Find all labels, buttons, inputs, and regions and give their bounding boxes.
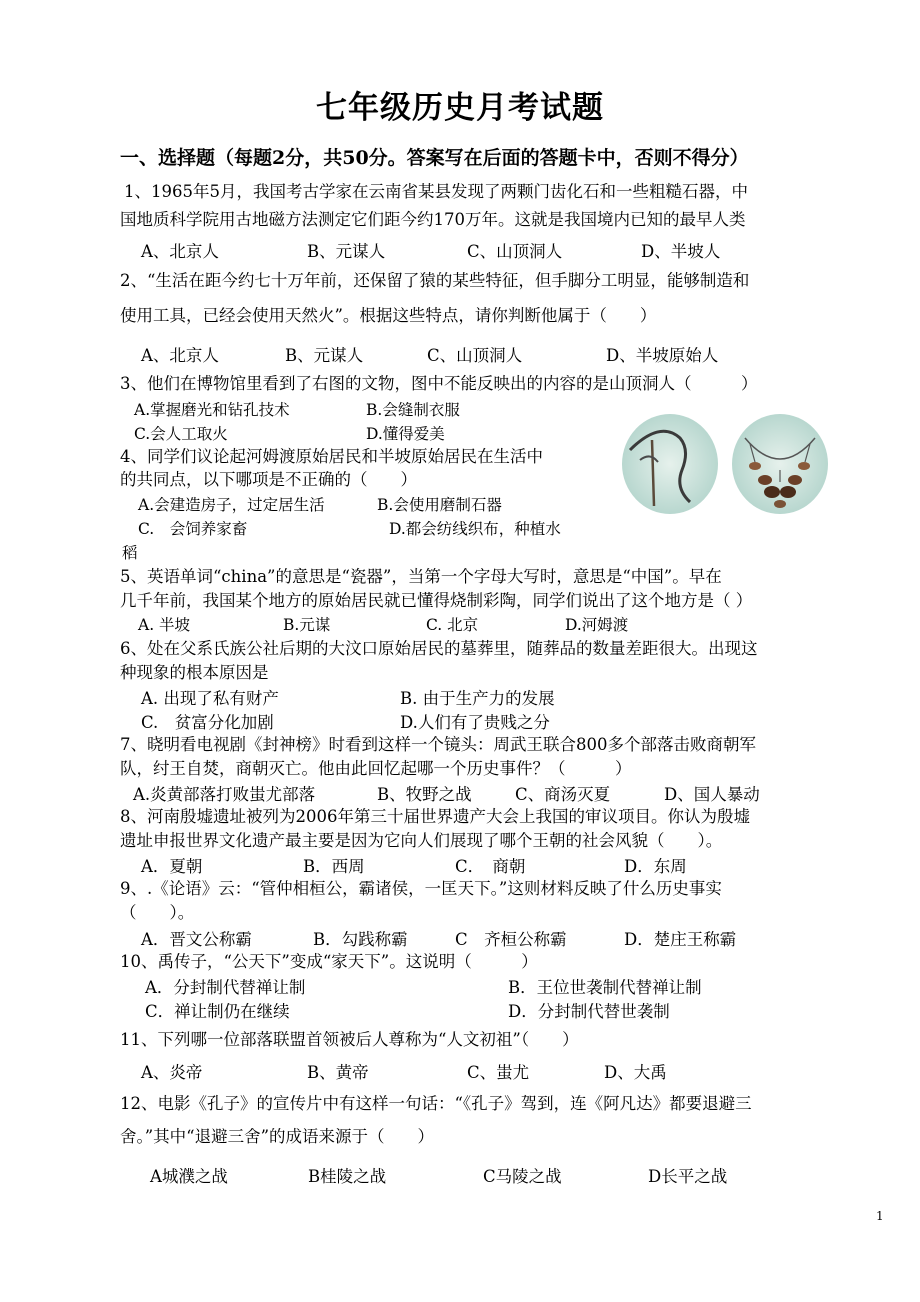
question-1-option-d: D、半坡人 bbox=[641, 242, 721, 261]
question-4-option-d: D.都会纺线织布，种植水 bbox=[389, 520, 561, 538]
bone-needle-icon bbox=[620, 410, 834, 518]
question-3-option-c: C.会人工取火 bbox=[134, 425, 228, 443]
question-8-line-1: 8、河南殷墟遗址被列为2006年第三十届世界遗产大会上我国的审议项目。你认为殷墟 bbox=[120, 807, 750, 826]
question-1-option-a: A、北京人 bbox=[141, 242, 219, 261]
question-9-option-d: D．楚庄王称霸 bbox=[624, 930, 737, 949]
question-5-option-b: B.元谋 bbox=[283, 616, 331, 634]
question-5-line-2: 几千年前，我国某个地方的原始居民就已懂得烧制彩陶，同学们说出了这个地方是（ ） bbox=[120, 591, 753, 610]
question-5-option-c: C. 北京 bbox=[426, 616, 479, 634]
question-7-line-2: 队，纣王自焚，商朝灭亡。他由此回忆起哪一个历史事件？（ ） bbox=[120, 759, 632, 778]
question-7-line-1: 7、晓明看电视剧《封神榜》时看到这样一个镜头：周武王联合800多个部落击败商朝军 bbox=[120, 735, 756, 754]
question-1-option-b: B、元谋人 bbox=[307, 242, 386, 261]
question-10-option-c: C．禅让制仍在继续 bbox=[145, 1002, 290, 1021]
question-7-option-b: B、牧野之战 bbox=[377, 785, 472, 804]
question-3-option-b: B.会缝制衣服 bbox=[366, 401, 460, 419]
question-10-option-d: D．分封制代替世袭制 bbox=[508, 1002, 670, 1021]
question-2-option-a: A、北京人 bbox=[141, 346, 219, 365]
question-3-line-1: 3、他们在博物馆里看到了右图的文物，图中不能反映出的内容的是山顶洞人（ ） bbox=[120, 374, 758, 393]
question-11-option-b: B、黄帝 bbox=[307, 1063, 369, 1082]
question-4-option-d-continued: 稻 bbox=[122, 544, 138, 562]
question-6-option-c: C. 贫富分化加剧 bbox=[141, 713, 274, 732]
question-4-option-c: C. 会饲养家畜 bbox=[138, 520, 248, 538]
question-8-line-2: 遗址申报世界文化遗产最主要是因为它向人们展现了哪个王朝的社会风貌（ ）。 bbox=[120, 831, 723, 850]
question-11-option-d: D、大禹 bbox=[604, 1063, 667, 1082]
question-2-option-b: B、元谋人 bbox=[285, 346, 364, 365]
question-12-line-1: 12、电影《孔子》的宣传片中有这样一句话：“《孔子》驾到，连《阿凡达》都要退避三 bbox=[120, 1094, 752, 1113]
question-2-option-d: D、半坡原始人 bbox=[606, 346, 719, 365]
question-6-line-2: 种现象的根本原因是 bbox=[120, 663, 269, 682]
question-8-option-a: A．夏朝 bbox=[141, 857, 203, 876]
question-12-option-a: A城濮之战 bbox=[150, 1167, 228, 1186]
question-2-line-2: 使用工具，已经会使用天然火”。根据这些特点，请你判断他属于（ ） bbox=[120, 306, 657, 325]
page-number: 1 bbox=[876, 1209, 884, 1223]
question-4-option-b: B.会使用磨制石器 bbox=[377, 496, 502, 514]
question-11-option-c: C、蚩尤 bbox=[467, 1063, 530, 1082]
question-10-line-1: 10、禹传子，“公天下”变成“家天下”。这说明（ ） bbox=[120, 952, 538, 971]
question-6-option-d: D.人们有了贵贱之分 bbox=[400, 713, 550, 732]
question-9-line-1: 9、.《论语》云：“管仲相桓公，霸诸侯，一匡天下。”这则材料反映了什么历史事实 bbox=[120, 879, 722, 898]
question-4-line-2: 的共同点，以下哪项是不正确的（ ） bbox=[120, 470, 417, 489]
question-5-option-d: D.河姆渡 bbox=[565, 616, 629, 634]
question-6-option-a: A. 出现了私有财产 bbox=[141, 689, 279, 708]
question-12-option-d: D长平之战 bbox=[648, 1167, 728, 1186]
question-11-line-1: 11、下列哪一位部落联盟首领被后人尊称为“人文初祖”（ ） bbox=[120, 1030, 579, 1049]
question-6-line-1: 6、处在父系氏族公社后期的大汶口原始居民的墓葬里，随葬品的数量差距很大。出现这 bbox=[120, 639, 758, 658]
question-3-option-d: D.懂得爱美 bbox=[366, 425, 445, 443]
question-3-option-a: A.掌握磨光和钻孔技术 bbox=[134, 401, 290, 419]
question-2-option-c: C、山顶洞人 bbox=[427, 346, 523, 365]
question-12-line-2: 舍。”其中“退避三舍”的成语来源于（ ） bbox=[120, 1127, 435, 1146]
question-4-option-a: A.会建造房子，过定居生活 bbox=[138, 496, 325, 514]
question-1-line-1: 1、1965年5月，我国考古学家在云南省某县发现了两颗门齿化石和一些粗糙石器，中 bbox=[124, 182, 748, 201]
question-4-line-1: 4、同学们议论起河姆渡原始居民和半坡原始居民在生活中 bbox=[120, 447, 543, 466]
question-5-option-a: A. 半坡 bbox=[138, 616, 191, 634]
question-9-line-2: （ ）。 bbox=[120, 903, 195, 922]
question-8-option-b: B．西周 bbox=[303, 857, 365, 876]
artifacts-figure bbox=[620, 410, 834, 518]
section-heading: 一、选择题（每题2分，共50分。答案写在后面的答题卡中，否则不得分） bbox=[120, 147, 749, 169]
question-7-option-d: D、国人暴动 bbox=[664, 785, 760, 804]
question-10-option-a: A．分封制代替禅让制 bbox=[145, 978, 306, 997]
page-title: 七年级历史月考试题 bbox=[316, 90, 604, 126]
question-8-option-c: C． 商朝 bbox=[455, 857, 526, 876]
question-9-option-b: B．勾践称霸 bbox=[313, 930, 408, 949]
question-12-option-b: B桂陵之战 bbox=[308, 1167, 387, 1186]
question-10-option-b: B．王位世袭制代替禅让制 bbox=[508, 978, 702, 997]
question-9-option-c: C 齐桓公称霸 bbox=[455, 930, 567, 949]
question-12-option-c: C马陵之战 bbox=[483, 1167, 562, 1186]
question-8-option-d: D．东周 bbox=[624, 857, 687, 876]
question-1-option-c: C、山顶洞人 bbox=[467, 242, 563, 261]
question-11-option-a: A、炎帝 bbox=[141, 1063, 203, 1082]
question-6-option-b: B. 由于生产力的发展 bbox=[400, 689, 555, 708]
question-2-line-1: 2、“生活在距今约七十万年前，还保留了猿的某些特征，但手脚分工明显，能够制造和 bbox=[120, 271, 750, 290]
question-9-option-a: A．晋文公称霸 bbox=[141, 930, 252, 949]
question-7-option-a: A.炎黄部落打败蚩尤部落 bbox=[133, 785, 316, 804]
question-7-option-c: C、商汤灭夏 bbox=[515, 785, 611, 804]
question-1-line-2: 国地质科学院用古地磁方法测定它们距今约170万年。这就是我国境内已知的最早人类 bbox=[120, 210, 746, 229]
question-5-line-1: 5、英语单词“china”的意思是“瓷器”，当第一个字母大写时，意思是“中国”。早在 bbox=[120, 567, 722, 586]
